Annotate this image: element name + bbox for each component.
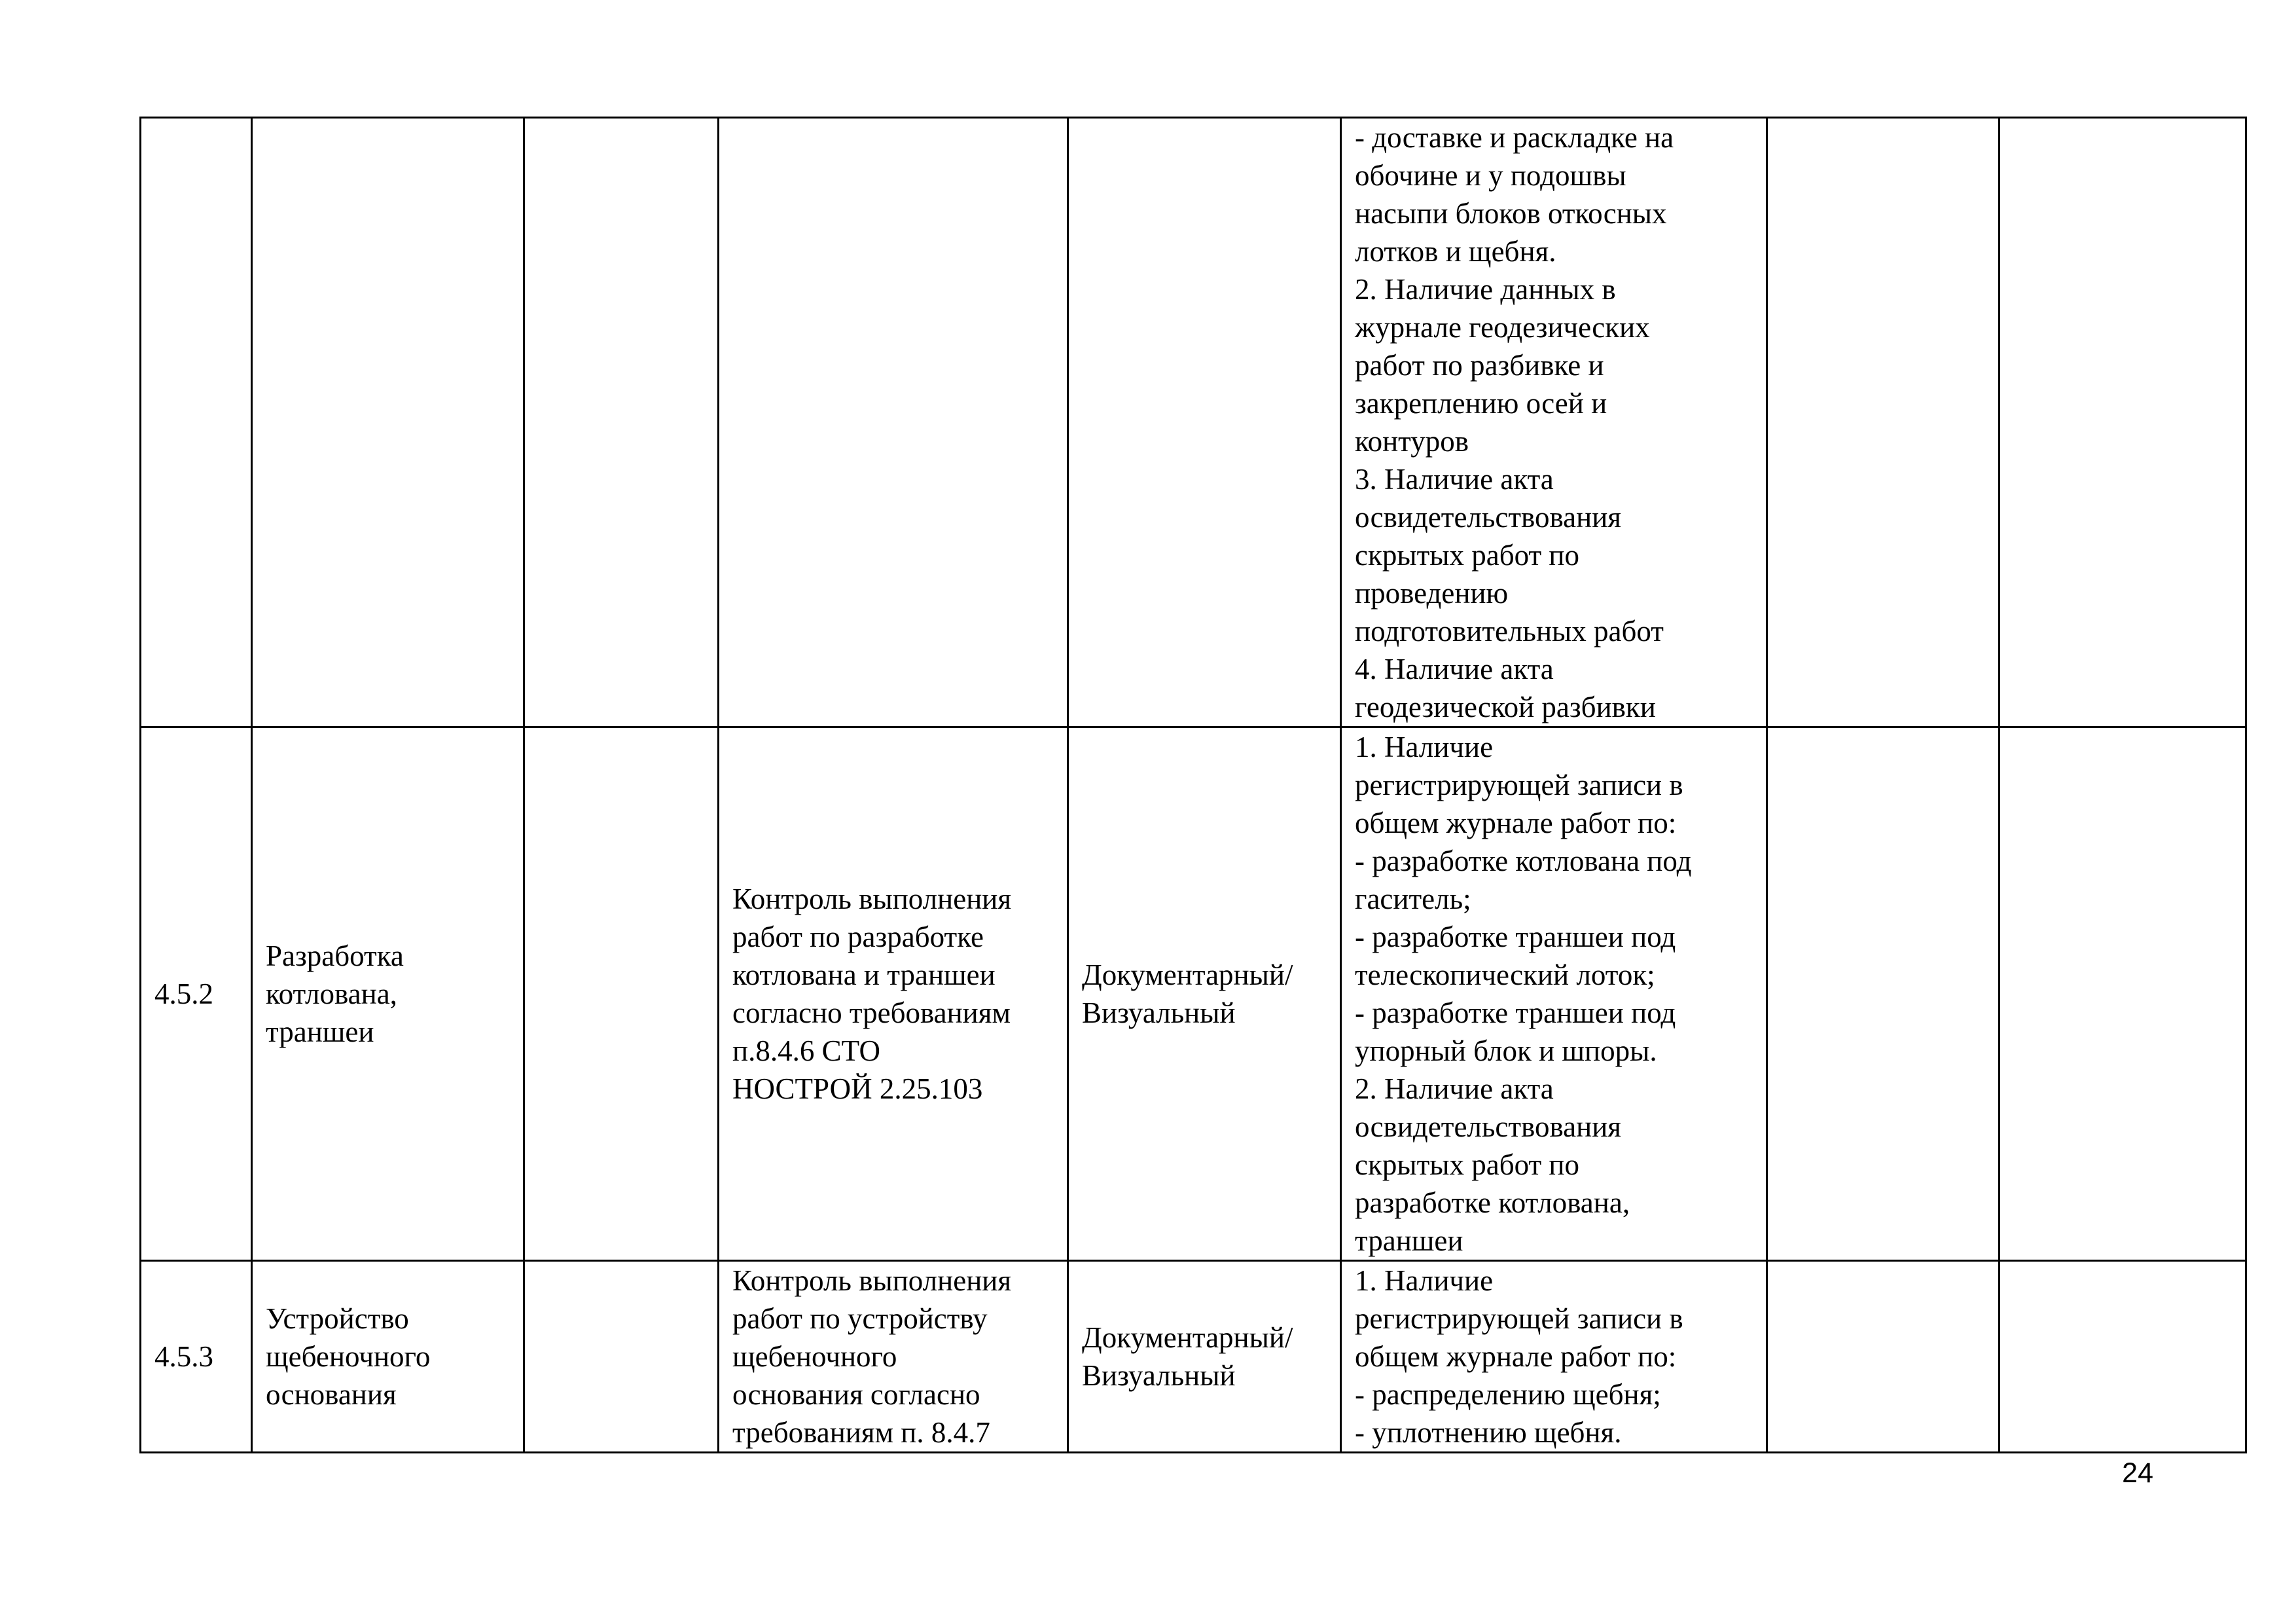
control-method-cell: Документарный/ Визуальный (1068, 1261, 1341, 1453)
item-number-cell (141, 118, 252, 727)
item-number-cell: 4.5.3 (141, 1261, 252, 1453)
empty-cell (1767, 1261, 2000, 1453)
empty-cell (2000, 1261, 2246, 1453)
control-description-cell (719, 118, 1068, 727)
work-name-cell: Разработка котлована, траншеи (252, 727, 524, 1261)
control-method-cell (1068, 118, 1341, 727)
empty-cell (524, 118, 719, 727)
control-description-cell: Контроль выполнения работ по устройству щебеночного основания согласно требованиям п. 8.4.7 (719, 1261, 1068, 1453)
control-method-cell: Документарный/ Визуальный (1068, 727, 1341, 1261)
item-number-cell: 4.5.2 (141, 727, 252, 1261)
empty-cell (2000, 727, 2246, 1261)
page-number: 24 (2122, 1457, 2153, 1489)
required-documents-cell: - доставке и раскладке на обочине и у подошвы насыпи блоков откосных лотков и щебня. 2. Наличие данных в журнале геодезических работ по разбивке и закреплению осей и контуров 3. Наличие акта освидетельствования скрытых работ по проведению подготовительных работ 4. Наличие акта геодезической разбивки (1341, 118, 1767, 727)
empty-cell (2000, 118, 2246, 727)
inspection-table (139, 117, 2247, 1453)
work-name-cell: Устройство щебеночного основания (252, 1261, 524, 1453)
table-row (141, 727, 2246, 1261)
empty-cell (524, 1261, 719, 1453)
work-name-cell (252, 118, 524, 727)
empty-cell (1767, 118, 2000, 727)
table-row (141, 118, 2246, 727)
empty-cell (524, 727, 719, 1261)
table-row (141, 1261, 2246, 1453)
required-documents-cell: 1. Наличие регистрирующей записи в общем журнале работ по: - разработке котлована под гаситель; - разработке траншеи под телескопический лоток; - разработке траншеи под упорный блок и шпоры. 2. Наличие акта освидетельствования скрытых работ по разработке котлована, траншеи (1341, 727, 1767, 1261)
required-documents-cell: 1. Наличие регистрирующей записи в общем журнале работ по: - распределению щебня; - уплотнению щебня. (1341, 1261, 1767, 1453)
control-description-cell: Контроль выполнения работ по разработке котлована и траншеи согласно требованиям п.8.4.6 СТО НОСТРОЙ 2.25.103 (719, 727, 1068, 1261)
empty-cell (1767, 727, 2000, 1261)
